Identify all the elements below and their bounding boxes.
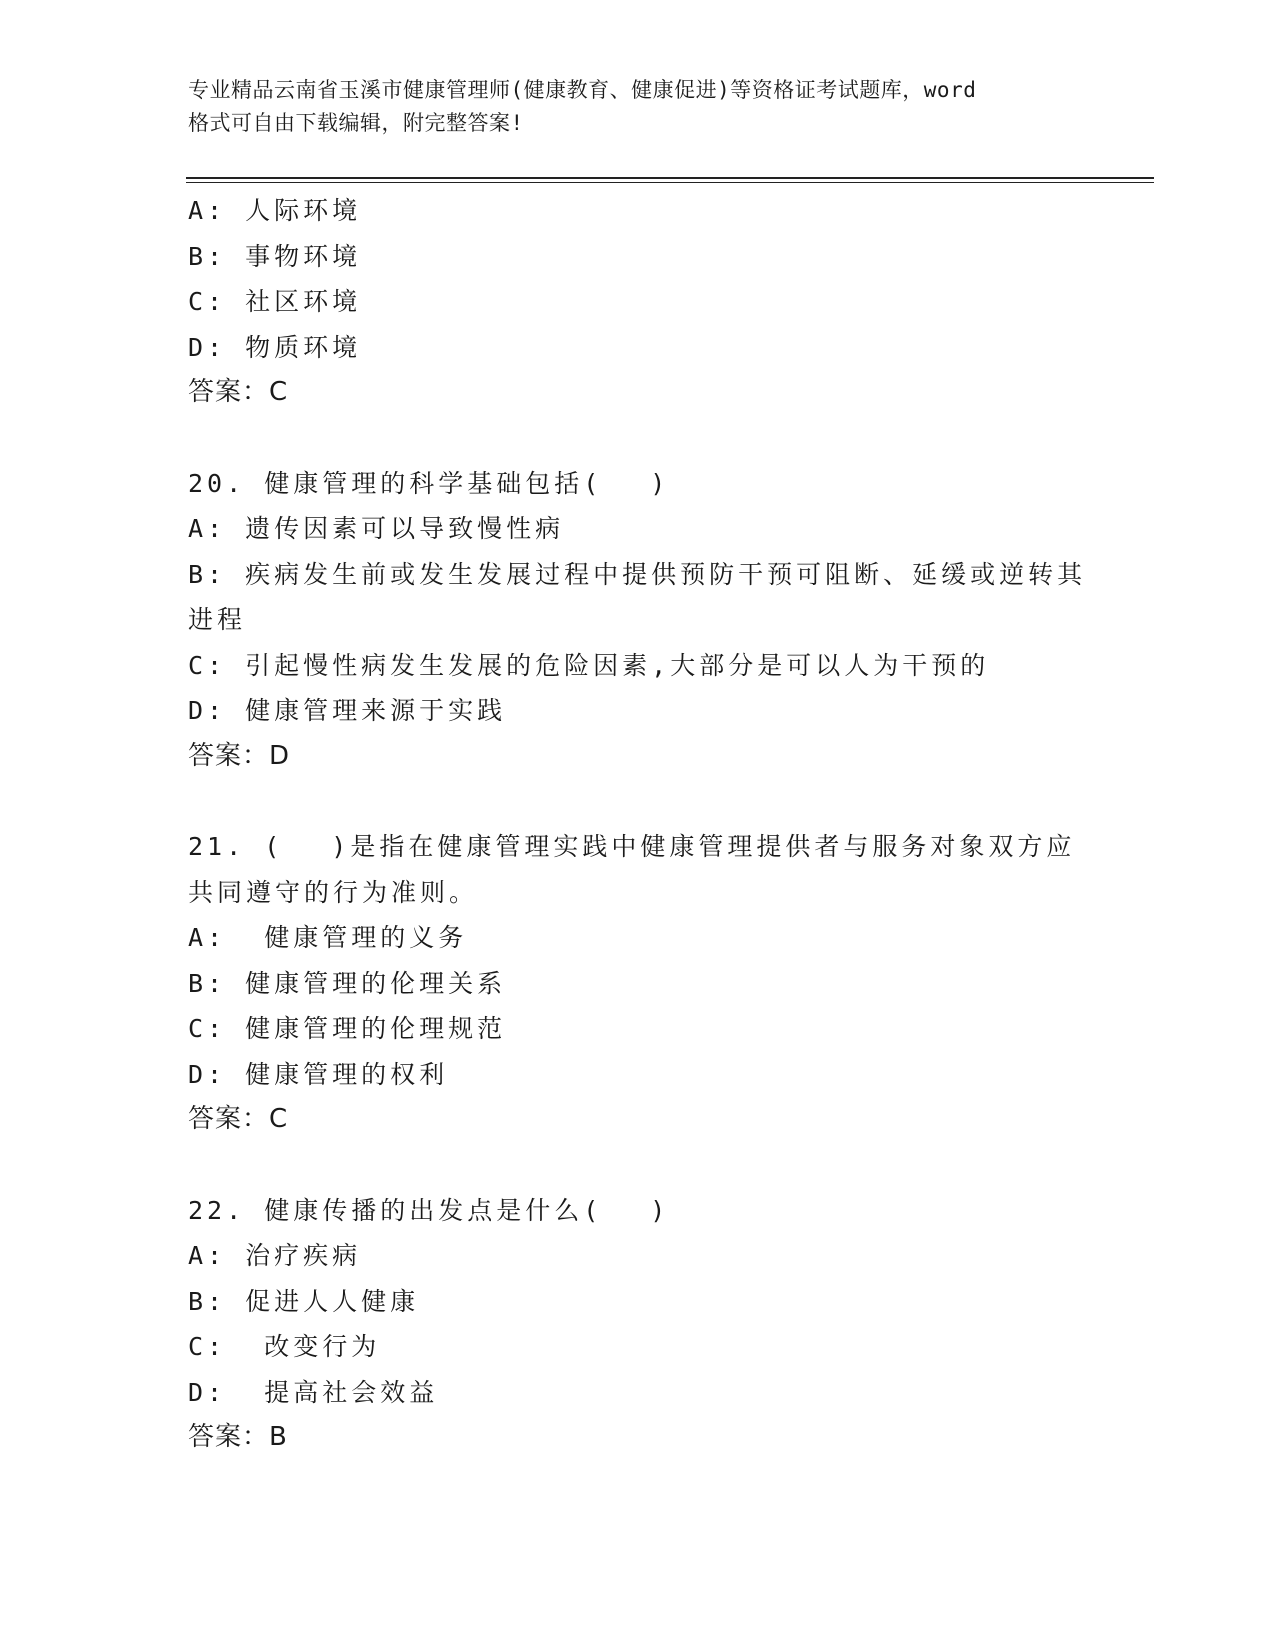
option-c: C: 健康管理的伦理规范 [188, 1014, 507, 1043]
option-a: A: 治疗疾病 [188, 1241, 362, 1270]
document-header [188, 74, 1088, 140]
header-line-1: 专业精品云南省玉溪市健康管理师(健康教育、健康促进)等资格证考试题库，word [188, 78, 977, 102]
option-c: C: 引起慢性病发生发展的危险因素,大部分是可以人为干预的 [188, 650, 990, 680]
option-a: A: 健康管理的义务 [188, 923, 468, 952]
option-d: D: 健康管理的权利 [188, 1059, 449, 1089]
option-a: A: 遗传因素可以导致慢性病 [188, 514, 565, 543]
option-d: D: 提高社会效益 [188, 1377, 439, 1407]
option-b-continued: 进程 [188, 605, 247, 634]
header-divider [186, 177, 1154, 183]
answer: 答案：C [188, 1104, 289, 1134]
question-19 [188, 188, 1088, 416]
option-b: B: 疾病发生前或发生发展过程中提供预防干预可阻断、延缓或逆转其 [188, 559, 1087, 589]
question-stem-continued: 共同遵守的行为准则。 [188, 877, 479, 907]
header-line-2: 格式可自由下载编辑，附完整答案! [188, 111, 524, 135]
option-d: D: 健康管理来源于实践 [188, 696, 507, 725]
question-22 [188, 1188, 1088, 1461]
question-stem: 21. ( )是指在健康管理实践中健康管理提供者与服务对象双方应 [188, 832, 1076, 861]
question-20 [188, 461, 1088, 780]
question-list [188, 188, 1088, 1461]
option-c: C: 改变行为 [188, 1332, 381, 1361]
option-b: B: 事物环境 [188, 241, 362, 271]
spacer [188, 1143, 1088, 1188]
answer: 答案：C [188, 377, 289, 407]
option-b: B: 促进人人健康 [188, 1286, 420, 1316]
option-d: D: 物质环境 [188, 332, 362, 362]
question-stem: 22. 健康传播的出发点是什么( ) [188, 1195, 670, 1225]
option-a: A: 人际环境 [188, 196, 362, 225]
option-c: C: 社区环境 [188, 287, 362, 316]
spacer [188, 779, 1088, 824]
answer: 答案：B [188, 1422, 288, 1452]
question-21 [188, 824, 1088, 1143]
option-b: B: 健康管理的伦理关系 [188, 968, 507, 998]
spacer [188, 416, 1088, 461]
answer: 答案：D [188, 740, 291, 771]
question-stem: 20. 健康管理的科学基础包括( ) [188, 468, 670, 498]
